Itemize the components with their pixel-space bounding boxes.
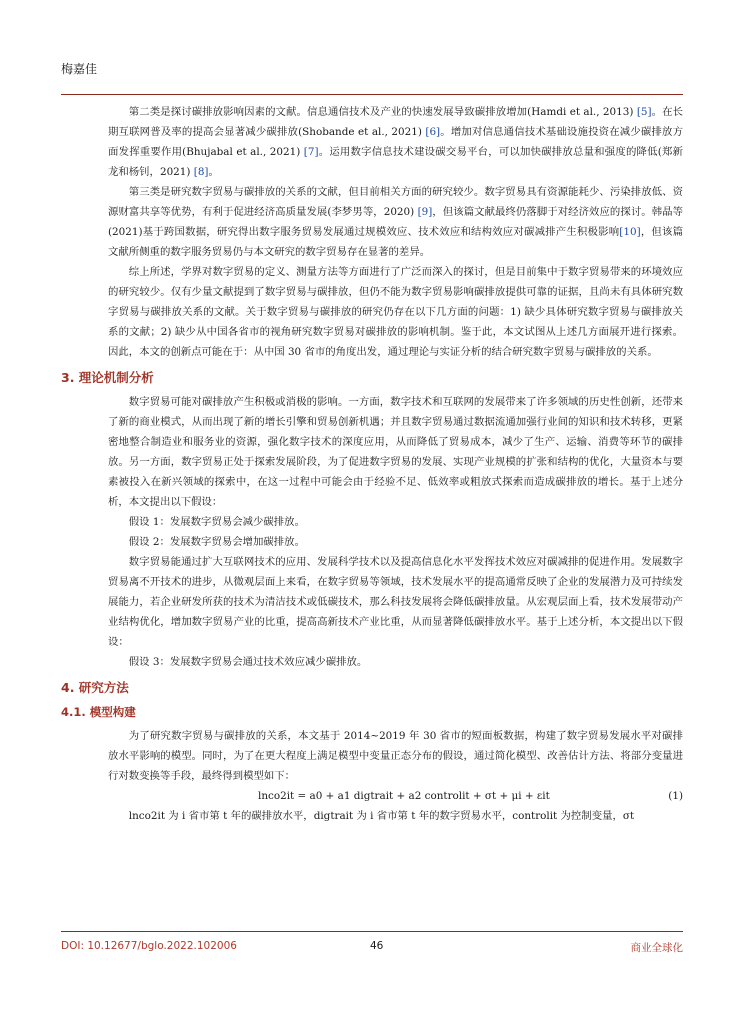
subsection-heading-4-1: 4.1. 模型构建 [61,705,136,719]
footer-rule [61,931,683,932]
equation-1 [108,786,683,806]
equation-number: (1) [668,790,683,802]
citation-link[interactable]: [5] [636,106,652,118]
paragraph: 为了研究数字贸易与碳排放的关系，本文基于 2014~2019 年 30 省市的短面板数据，构建了数字贸易发展水平对碳排放水平影响的模型。同时，为了在更大程度上满足模型中变量正态分布的假设，通过简化模型、改善估计方法、将部分变量进行对数变换等手段，最终得到模型如下： [108,730,683,782]
footer-doi-link[interactable]: DOI: 10.12677/bglo.2022.102006 [61,940,237,952]
paragraph: 第二类是探讨碳排放影响因素的文献。信息通信技术及产业的快速发展导致碳排放增加(Hamdi et al., 2013) [5]。在长期互联网普及率的提高会显著减少碳排放(Shobande et al., 2021) [6]。增加对信息通信技术基础设施投资在减少碳排放方面发挥重要作用(Bhujabal et al., 2021) [7]。运用数字信息技术建设碳交易平台，可以加快碳排放总量和强度的降低(郑新龙和杨钊，2021) [8]。 [108,106,683,178]
hypothesis-2: 假设 2：发展数字贸易会增加碳排放。 [128,536,305,548]
paragraph: 第三类是研究数字贸易与碳排放的关系的文献，但目前相关方面的研究较少。数字贸易具有资源能耗少、污染排放低、资源财富共享等优势，有利于促进经济高质量发展(李梦男等，2020) [9]，但该篇文献最终仍落脚于对经济效应的探讨。韩晶等(2021)基于跨国数据，研究得出数字服务贸易发展通过规模效应、技术效应和结构效应对碳减排产生积极影响[10]，但该篇文献所侧重的数字服务贸易仍与本文研究的数字贸易存在显著的差异。 [108,186,684,258]
equation-body: lnco2it = a0 + a1 digtrait + a2 controlit + σt + μi + εit [258,790,550,802]
paragraph: lnco2it 为 i 省市第 t 年的碳排放水平，digtrait 为 i 省市第 t 年的数字贸易水平，controlit 为控制变量，σt [128,810,635,822]
article-body [61,102,684,826]
citation-link[interactable]: [6] [425,126,441,138]
citation-link[interactable]: [9] [417,206,433,218]
section-heading-4: 4. 研究方法 [61,680,129,695]
citation-link[interactable]: [8] [193,166,209,178]
hypothesis-1: 假设 1：发展数字贸易会减少碳排放。 [128,516,305,528]
page-number: 46 [370,940,384,952]
paragraph: 数字贸易可能对碳排放产生积极或消极的影响。一方面，数字技术和互联网的发展带来了许多领域的历史性创新，还带来了新的商业模式，从而出现了新的增长引擎和贸易创新机遇；并且数字贸易通过数据流通加强行业间的知识和技术转移，更紧密地整合制造业和服务业的资源，强化数字技术的深度应用，从而降低了贸易成本，减少了生产、运输、消费等环节的碳排放。另一方面，数字贸易正处于探索发展阶段，为了促进数字贸易的发展、实现产业规模的扩张和结构的优化，大量资本与要素被投入在新兴领域的探索中，在这一过程中可能会由于经验不足、低效率或粗放式探索而造成碳排放的增长。基于上述分析，本文提出以下假设： [108,396,683,508]
footer-journal-name: 商业全球化 [630,942,683,954]
running-header-author: 梅嘉佳 [61,62,98,76]
header-rule [61,94,683,95]
hypothesis-3: 假设 3：发展数字贸易会通过技术效应减少碳排放。 [128,656,368,668]
section-heading-3: 3. 理论机制分析 [61,370,154,385]
paragraph: 数字贸易能通过扩大互联网技术的应用、发展科学技术以及提高信息化水平发挥技术效应对碳减排的促进作用。发展数字贸易离不开技术的进步，从微观层面上来看，在数字贸易等领域，技术发展水平的提高通常反映了企业的发展潜力及可持续发展能力，若企业研发所获的技术为清洁技术或低碳技术，那么科技发展将会降低碳排放量。从宏观层面上看，技术发展带动产业结构优化，增加数字贸易产业的比重，提高高新技术产业比重，从而显著降低碳排放水平。基于上述分析，本文提出以下假设： [108,556,683,648]
citation-link[interactable]: [7] [303,146,319,158]
paragraph: 综上所述，学界对数字贸易的定义、测量方法等方面进行了广泛而深入的探讨，但是目前集中于数字贸易带来的环境效应的研究较少。仅有少量文献提到了数字贸易与碳排放，但仍不能为数字贸易影响碳排放提供可靠的证据，且尚未有具体研究数字贸易与碳排放关系的文献。关于数字贸易与碳排放的研究仍存在以下几方面的问题：1) 缺少具体研究数字贸易与碳排放关系的文献；2) 缺少从中国各省市的视角研究数字贸易对碳排放的影响机制。鉴于此，本文试图从上述几方面展开进行探索。因此，本文的创新点可能在于：从中国 30 省市的角度出发，通过理论与实证分析的结合研究数字贸易与碳排放的关系。 [108,266,683,358]
citation-link[interactable]: [10] [619,226,641,238]
